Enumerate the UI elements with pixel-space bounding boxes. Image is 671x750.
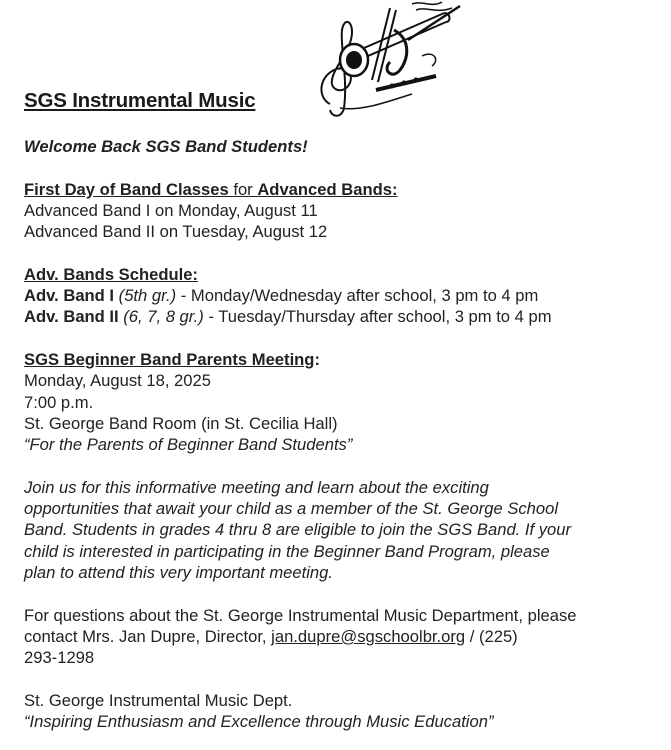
first-day-heading-mid: for	[228, 179, 258, 199]
first-day-line-2: Advanced Band II on Tuesday, August 12	[24, 222, 328, 242]
invite-line: Band. Students in grades 4 thru 8 are eligible to join the SGS Band. If your	[24, 520, 572, 540]
first-day-heading-part1: First Day of Band Classes	[24, 179, 229, 199]
meeting-location: St. George Band Room (in St. Cecilia Hall)	[24, 413, 338, 433]
contact-suffix: / (225)	[465, 626, 518, 646]
meeting-time: 7:00 p.m.	[24, 392, 94, 412]
contact-line-3: 293-1298	[24, 648, 95, 668]
meeting-heading-colon: :	[314, 349, 320, 369]
invite-line: child is interested in participating in the Beginner Band Program, please	[24, 541, 550, 561]
first-day-heading-part2: Advanced Bands:	[257, 179, 398, 199]
meeting-heading-line	[24, 349, 664, 370]
director-email-link[interactable]: jan.dupre@sgschoolbr.org	[271, 626, 466, 646]
schedule-row	[24, 285, 664, 306]
schedule-detail: - Monday/Wednesday after school, 3 pm to 4 pm	[176, 286, 539, 306]
meeting-heading: SGS Beginner Band Parents Meeting	[24, 349, 315, 369]
schedule-grades: (6, 7, 8 gr.)	[123, 307, 204, 327]
schedule-row	[24, 306, 664, 327]
schedule-band: Adv. Band I	[24, 286, 115, 306]
contact-line-2	[24, 626, 664, 647]
welcome-heading: Welcome Back SGS Band Students!	[24, 137, 308, 156]
contact-line-1: For questions about the St. George Instrumental Music Department, please	[24, 605, 577, 625]
schedule-band: Adv. Band II	[24, 307, 119, 327]
page-title: SGS Instrumental Music	[24, 89, 256, 112]
schedule-detail: - Tuesday/Thursday after school, 3 pm to 4 pm	[203, 307, 552, 327]
invite-line: plan to attend this very important meeting.	[24, 562, 333, 582]
invite-line: Join us for this informative meeting and learn about the exciting	[24, 477, 489, 497]
first-day-heading	[24, 179, 664, 200]
invite-line: opportunities that await your child as a member of the St. George School	[24, 499, 559, 519]
meeting-date: Monday, August 18, 2025	[24, 371, 211, 391]
footer-org: St. George Instrumental Music Dept.	[24, 690, 293, 710]
band-instruments-logo	[312, 0, 464, 120]
schedule-heading: Adv. Bands Schedule:	[24, 264, 198, 284]
announcement-body	[24, 136, 664, 732]
schedule-grades: (5th gr.)	[118, 286, 177, 306]
first-day-line-1: Advanced Band I on Monday, August 11	[24, 200, 318, 220]
footer-motto: “Inspiring Enthusiasm and Excellence through Music Education”	[24, 712, 494, 732]
contact-prefix: contact Mrs. Jan Dupre, Director,	[24, 626, 272, 646]
meeting-tagline: “For the Parents of Beginner Band Students”	[24, 435, 353, 455]
